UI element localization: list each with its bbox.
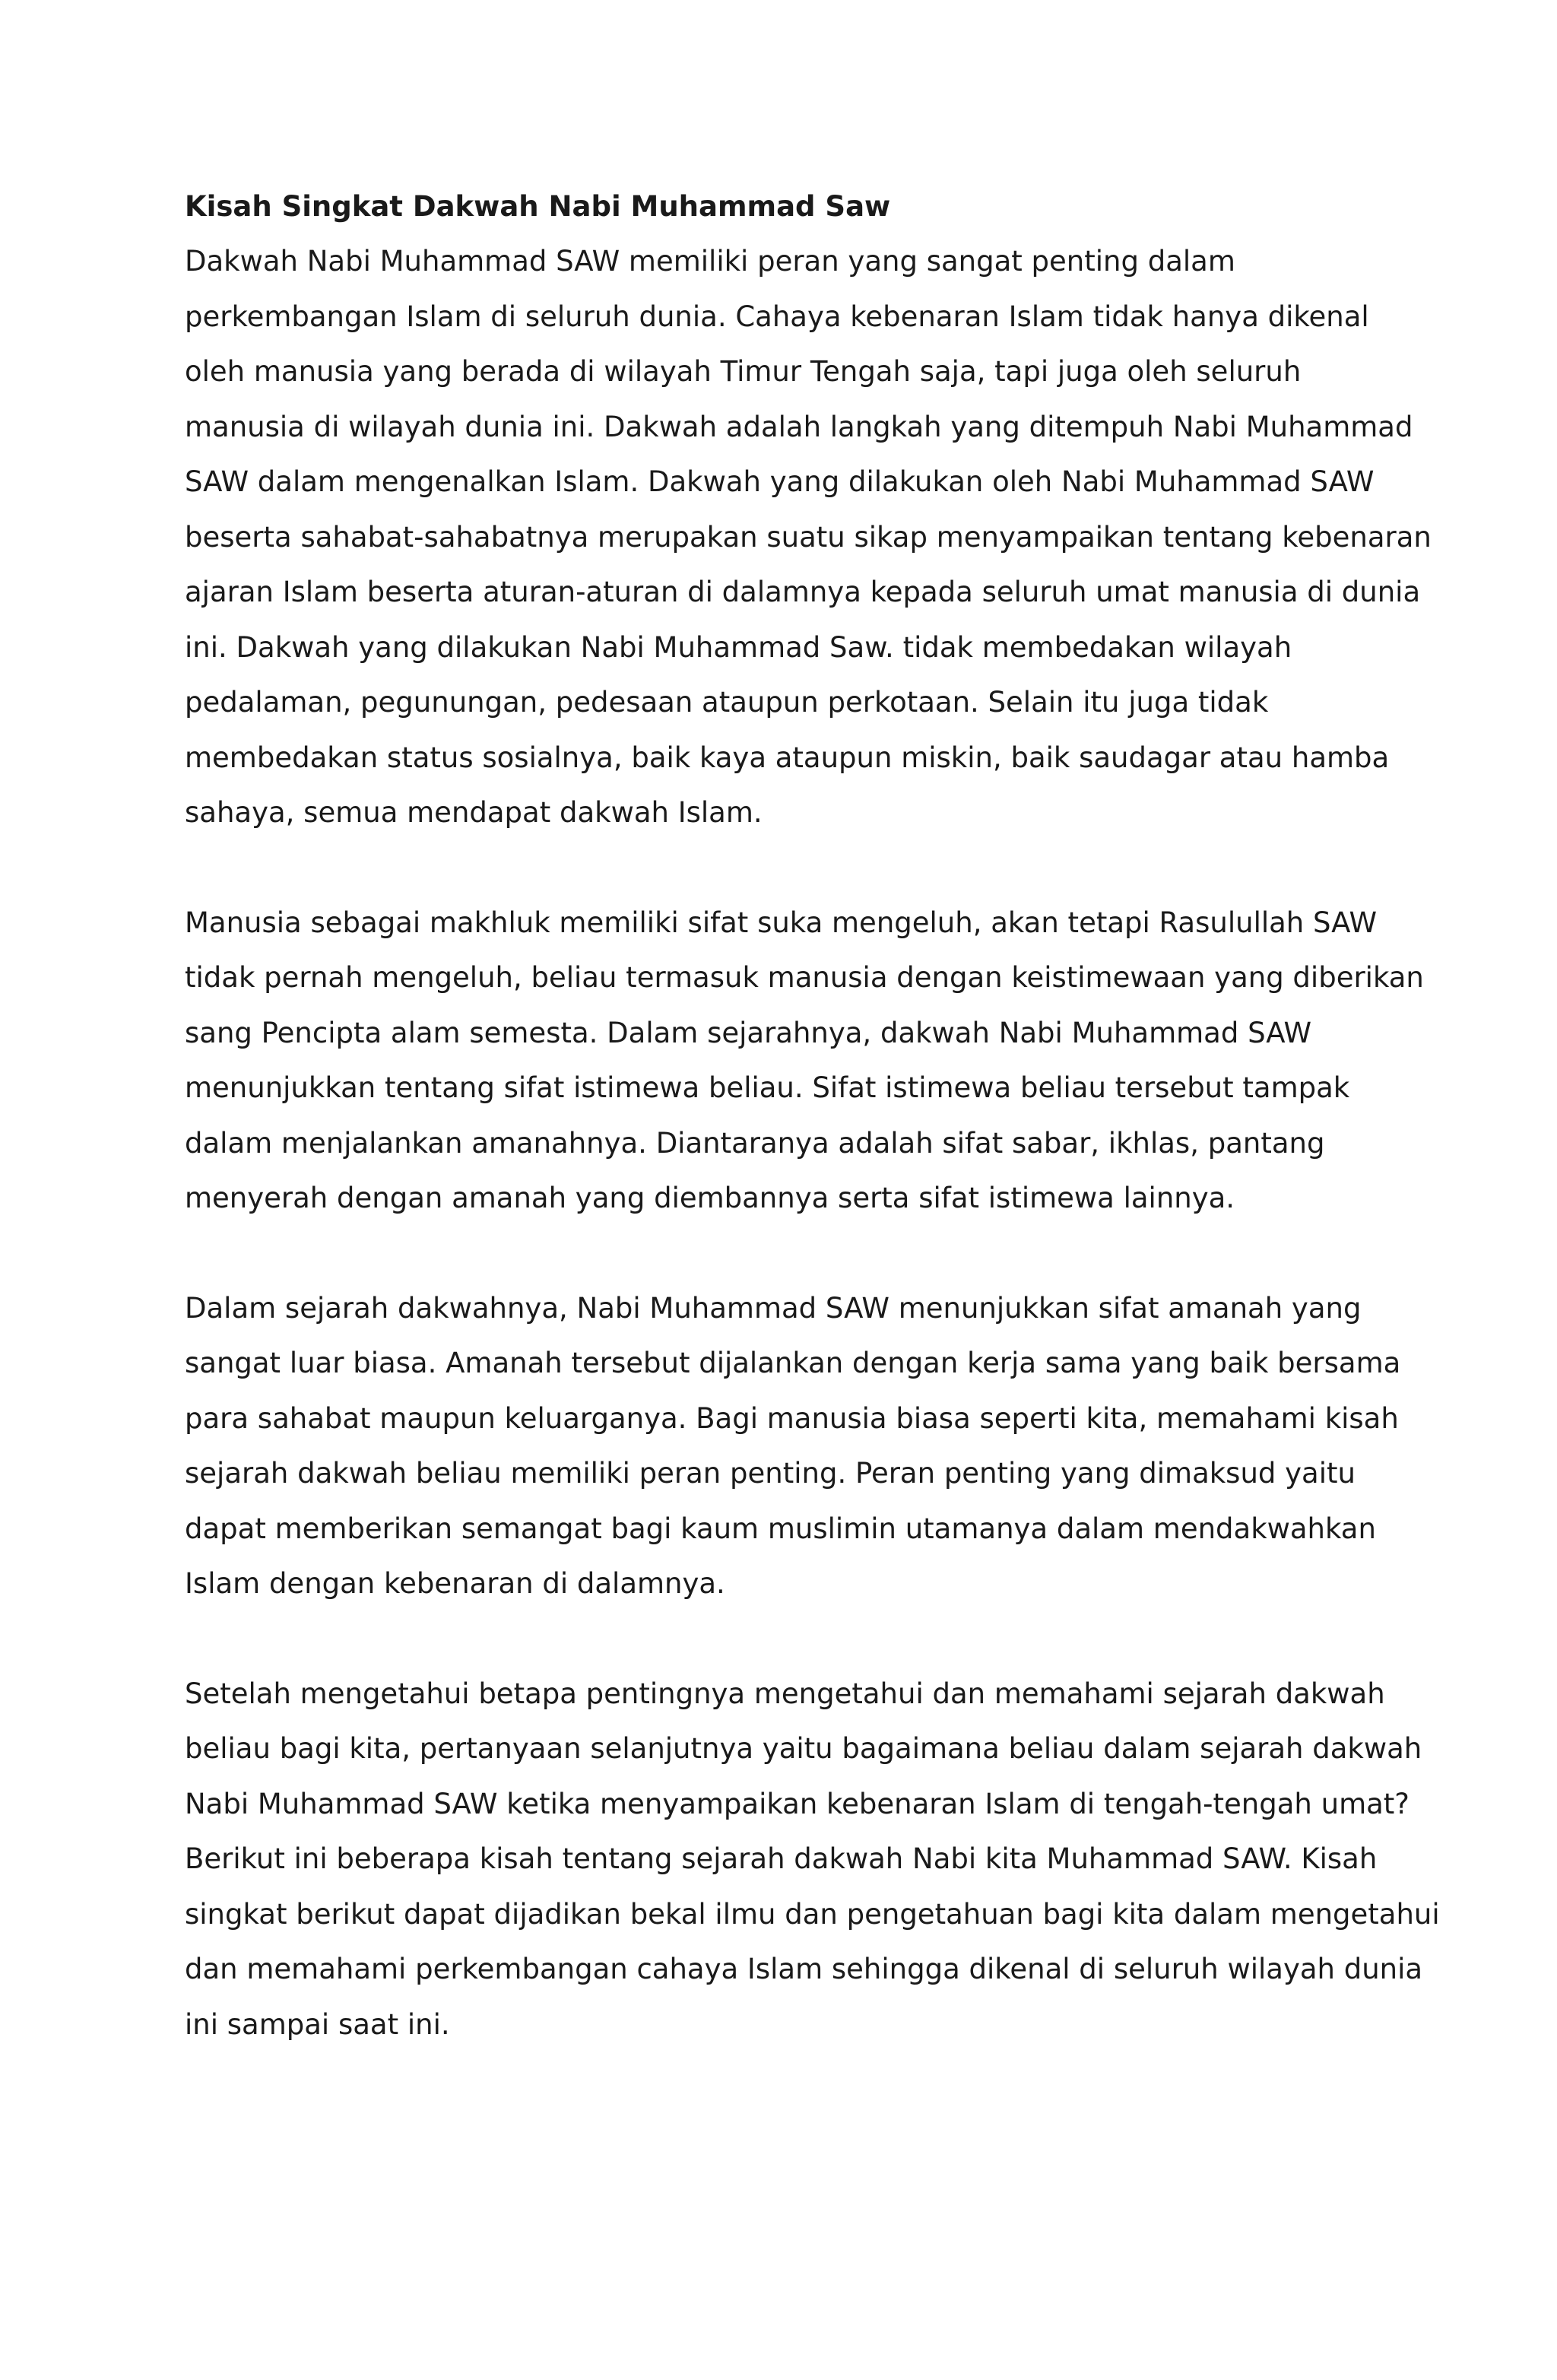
- paragraph-line: sangat luar biasa. Amanah tersebut dijalankan dengan kerja sama yang baik bersama: [185, 1347, 1401, 1379]
- paragraph-4: [185, 1667, 1440, 2053]
- paragraph-line: ajaran Islam beserta aturan-aturan di dalamnya kepada seluruh umat manusia di dunia: [185, 576, 1421, 608]
- paragraph-line: Nabi Muhammad SAW ketika menyampaikan kebenaran Islam di tengah-tengah umat?: [185, 1787, 1410, 1820]
- paragraph-line: Setelah mengetahui betapa pentingnya mengetahui dan memahami sejarah dakwah: [185, 1677, 1385, 1710]
- paragraph-line: beserta sahabat-sahabatnya merupakan suatu sikap menyampaikan tentang kebenaran: [185, 520, 1432, 554]
- paragraph-line: pedalaman, pegunungan, pedesaan ataupun perkotaan. Selain itu juga tidak: [185, 686, 1269, 719]
- paragraph-line: Islam dengan kebenaran di dalamnya.: [185, 1567, 725, 1600]
- paragraph-line: ini sampai saat ini.: [185, 2007, 450, 2041]
- paragraph-3: [185, 1281, 1401, 1612]
- paragraph-line: sejarah dakwah beliau memiliki peran penting. Peran penting yang dimaksud yaitu: [185, 1457, 1356, 1490]
- paragraph-2: [185, 896, 1424, 1226]
- paragraph-line: Dakwah Nabi Muhammad SAW memiliki peran yang sangat penting dalam: [185, 245, 1235, 278]
- paragraph-line: oleh manusia yang berada di wilayah Timur Tengah saja, tapi juga oleh seluruh: [185, 355, 1302, 388]
- paragraph-line: beliau bagi kita, pertanyaan selanjutnya yaitu bagaimana beliau dalam sejarah dakwah: [185, 1732, 1422, 1765]
- paragraph-line: Dalam sejarah dakwahnya, Nabi Muhammad SAW menunjukkan sifat amanah yang: [185, 1291, 1362, 1325]
- paragraph-line: para sahabat maupun keluarganya. Bagi manusia biasa seperti kita, memahami kisah: [185, 1401, 1399, 1435]
- paragraph-line: ini. Dakwah yang dilakukan Nabi Muhammad Saw. tidak membedakan wilayah: [185, 630, 1292, 664]
- paragraph-1: [185, 234, 1432, 841]
- paragraph-line: SAW dalam mengenalkan Islam. Dakwah yang dilakukan oleh Nabi Muhammad SAW: [185, 465, 1375, 498]
- paragraph-line: dan memahami perkembangan cahaya Islam sehingga dikenal di seluruh wilayah dunia: [185, 1953, 1423, 1985]
- document-content: [185, 179, 1440, 2052]
- paragraph-line: manusia di wilayah dunia ini. Dakwah adalah langkah yang ditempuh Nabi Muhammad: [185, 410, 1413, 443]
- paragraph-line: perkembangan Islam di seluruh dunia. Cahaya kebenaran Islam tidak hanya dikenal: [185, 300, 1369, 333]
- paragraph-line: singkat berikut dapat dijadikan bekal ilmu dan pengetahuan bagi kita dalam mengetahui: [185, 1897, 1440, 1931]
- paragraph-line: Manusia sebagai makhluk memiliki sifat suka mengeluh, akan tetapi Rasulullah SAW: [185, 906, 1378, 939]
- paragraph-line: Berikut ini beberapa kisah tentang sejarah dakwah Nabi kita Muhammad SAW. Kisah: [185, 1842, 1378, 1875]
- paragraph-line: sang Pencipta alam semesta. Dalam sejarahnya, dakwah Nabi Muhammad SAW: [185, 1016, 1312, 1049]
- paragraph-line: tidak pernah mengeluh, beliau termasuk manusia dengan keistimewaan yang diberikan: [185, 961, 1424, 994]
- paragraph-line: menyerah dengan amanah yang diembannya serta sifat istimewa lainnya.: [185, 1182, 1235, 1214]
- paragraph-line: dalam menjalankan amanahnya. Diantaranya adalah sifat sabar, ikhlas, pantang: [185, 1126, 1325, 1160]
- paragraph-line: menunjukkan tentang sifat istimewa beliau. Sifat istimewa beliau tersebut tampak: [185, 1071, 1350, 1104]
- paragraph-line: membedakan status sosialnya, baik kaya ataupun miskin, baik saudagar atau hamba: [185, 741, 1390, 774]
- document-title: Kisah Singkat Dakwah Nabi Muhammad Saw: [185, 190, 891, 223]
- paragraph-line: sahaya, semua mendapat dakwah Islam.: [185, 796, 763, 829]
- paragraph-line: dapat memberikan semangat bagi kaum muslimin utamanya dalam mendakwahkan: [185, 1512, 1376, 1545]
